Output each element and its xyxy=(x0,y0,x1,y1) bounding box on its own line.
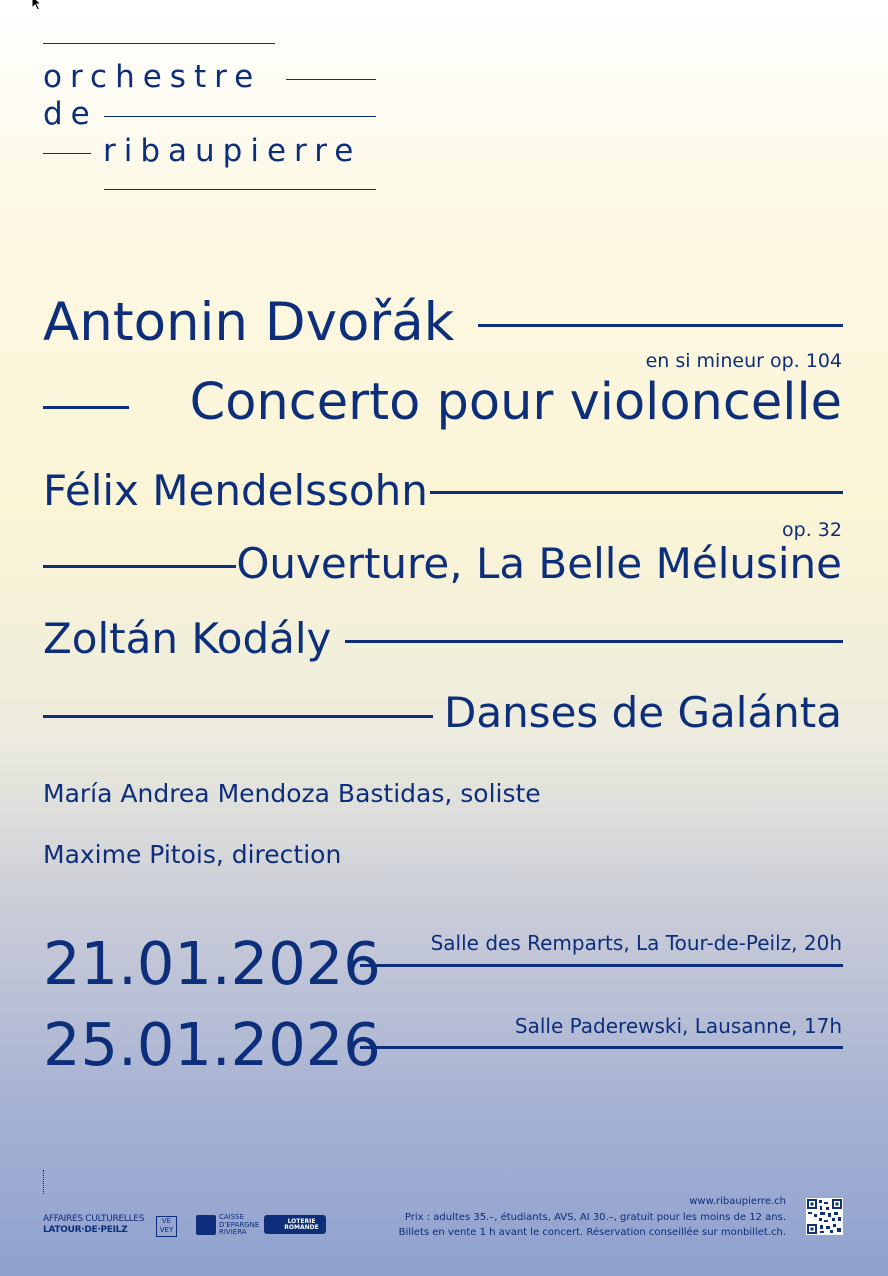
sponsor-loterie xyxy=(264,1215,326,1234)
soloist: María Andrea Mendoza Bastidas, soliste xyxy=(43,779,541,808)
rule-danses xyxy=(43,715,433,718)
venue-1: Salle des Remparts, La Tour-de-Peilz, 20h xyxy=(430,931,842,955)
qr-code-icon[interactable] xyxy=(806,1198,843,1235)
sponsor-vevey: VE VEY xyxy=(156,1216,177,1237)
sponsor-la-tour xyxy=(43,1214,144,1236)
logo-rule-1 xyxy=(286,79,376,80)
website[interactable]: www.ribaupierre.ch xyxy=(689,1196,786,1207)
work-concerto: Concerto pour violoncelle xyxy=(189,373,842,432)
rule-date-2 xyxy=(360,1046,843,1049)
date-2: 25.01.2026 xyxy=(43,1010,381,1079)
cursor-icon xyxy=(30,0,46,12)
opus-mendelssohn: op. 32 xyxy=(782,519,842,541)
date-1: 21.01.2026 xyxy=(43,929,381,998)
logo-rule-3 xyxy=(43,153,91,154)
footer-tick xyxy=(43,1170,45,1194)
tickets-info: Billets en vente 1 h avant le concert. Réservation conseillée sur monbillet.ch. xyxy=(398,1227,786,1238)
footer-info xyxy=(399,1194,786,1241)
rule-ouverture xyxy=(43,565,236,568)
logo-rule-top xyxy=(43,43,275,44)
logo-line-ribaupierre: ribaupierre xyxy=(103,133,362,169)
opus-dvorak: en si mineur op. 104 xyxy=(645,350,842,372)
composer-dvorak: Antonin Dvořák xyxy=(43,292,455,353)
logo-line-de: de xyxy=(43,96,98,132)
rule-concerto xyxy=(43,406,129,409)
sponsor-la-tour-line2: LATOUR·DE·PEILZ xyxy=(43,1224,128,1235)
logo-line-orchestre: orchestre xyxy=(43,59,262,95)
work-ouverture: Ouverture, La Belle Mélusine xyxy=(236,539,842,588)
sponsor-la-tour-line1: AFFAIRES CULTURELLES xyxy=(43,1214,145,1224)
conductor: Maxime Pitois, direction xyxy=(43,840,342,869)
rule-mendelssohn xyxy=(430,491,843,494)
rule-dvorak xyxy=(478,324,843,327)
sponsor-loterie-label: LOTERIE ROMANDE xyxy=(284,1217,319,1231)
sponsor-caisse: CAISSE D'EPARGNE RIVIERA xyxy=(219,1213,260,1237)
venue-2: Salle Paderewski, Lausanne, 17h xyxy=(514,1014,842,1038)
logo-rule-2 xyxy=(104,116,376,117)
caisse-logo-mark xyxy=(196,1215,216,1235)
logo-rule-bottom xyxy=(104,189,376,190)
rule-kodaly xyxy=(345,640,843,643)
work-danses: Danses de Galánta xyxy=(443,688,842,737)
composer-mendelssohn: Félix Mendelssohn xyxy=(43,466,428,515)
prices: Prix : adultes 35.–, étudiants, AVS, AI 30.–, gratuit pour les moins de 12 ans. xyxy=(404,1211,786,1223)
composer-kodaly: Zoltán Kodály xyxy=(43,614,332,663)
rule-date-1 xyxy=(360,964,843,967)
